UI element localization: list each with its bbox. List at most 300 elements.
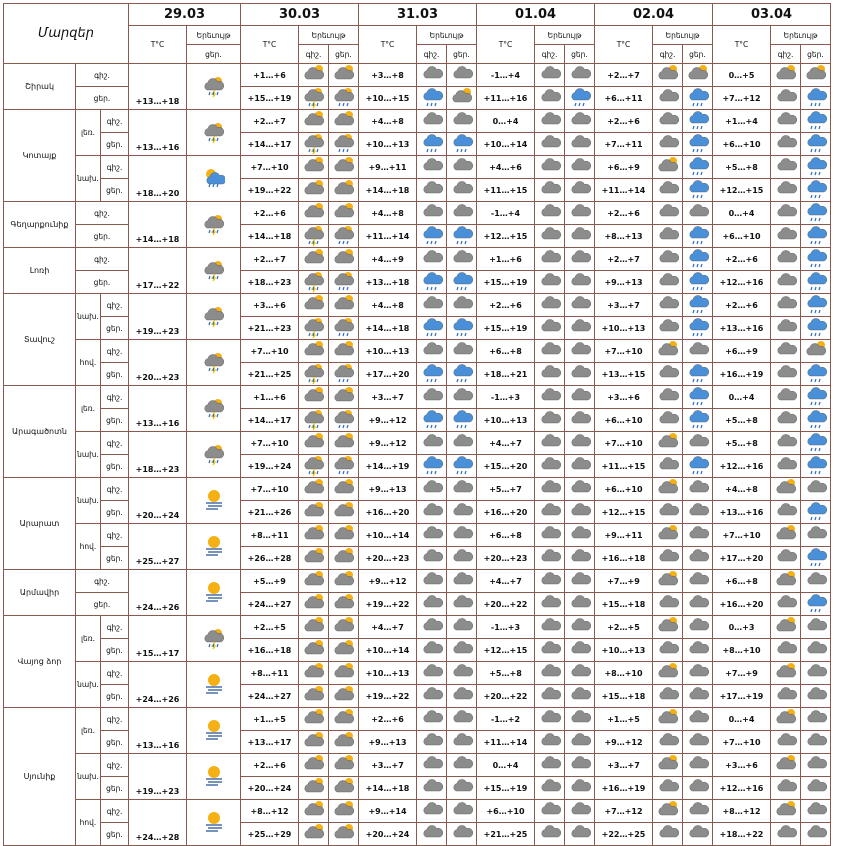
cloud-icon	[801, 708, 830, 730]
temperature-cell: +14…+18	[359, 777, 417, 800]
temperature-cell: +2…+6	[359, 708, 417, 731]
weather-cell	[771, 616, 801, 639]
temp-header: T°C	[241, 26, 299, 64]
temperature-cell: +13…+16	[713, 317, 771, 340]
weather-cell	[565, 616, 595, 639]
partly-cloudy-icon	[329, 593, 358, 615]
weather-cell	[771, 156, 801, 179]
weather-cell	[771, 363, 801, 386]
partly-cloudy-icon	[329, 731, 358, 753]
weather-cell	[683, 800, 713, 823]
weather-cell	[187, 524, 241, 570]
weather-cell	[801, 455, 831, 478]
partly-cloudy-icon	[329, 202, 358, 224]
temperature-cell: +10…+13	[595, 639, 653, 662]
temperature-cell: +14…+18	[241, 225, 299, 248]
weather-cell	[565, 87, 595, 110]
weather-cell	[535, 432, 565, 455]
weather-cell	[299, 64, 329, 87]
weather-cell	[771, 317, 801, 340]
weather-cell	[447, 202, 477, 225]
temperature-cell: +17…+20	[713, 547, 771, 570]
cloud-icon	[447, 754, 476, 776]
weather-cell	[417, 87, 447, 110]
weather-cell	[771, 386, 801, 409]
weather-cell	[653, 455, 683, 478]
rain-cloud-icon	[565, 87, 594, 109]
table-row	[4, 64, 831, 87]
weather-cell	[299, 524, 329, 547]
weather-cell	[653, 156, 683, 179]
temperature-cell: +10…+13	[359, 340, 417, 363]
weather-cell	[417, 386, 447, 409]
weather-cell	[535, 478, 565, 501]
thunderstorm-icon	[187, 628, 240, 650]
weather-cell	[417, 708, 447, 731]
weather-cell	[447, 64, 477, 87]
weather-cell	[329, 662, 359, 685]
temperature-cell: +17…+20	[359, 363, 417, 386]
zone-label: լեռ.	[76, 386, 101, 432]
cloud-icon	[535, 409, 564, 431]
cloud-icon	[771, 432, 800, 454]
cloud-icon	[417, 156, 446, 178]
cloud-icon	[417, 754, 446, 776]
cloud-icon	[565, 754, 594, 776]
partly-cloudy-icon	[299, 616, 328, 638]
zone-label: լեռ.	[76, 708, 101, 754]
weather-cell	[565, 547, 595, 570]
weather-cell	[535, 501, 565, 524]
cloud-icon	[535, 478, 564, 500]
temperature-cell: +7…+10	[595, 432, 653, 455]
cloud-icon	[683, 731, 712, 753]
rain-cloud-icon	[683, 317, 712, 339]
partly-cloudy-icon	[299, 179, 328, 201]
weather-cell	[447, 455, 477, 478]
temperature-cell: +6…+10	[595, 478, 653, 501]
date-header: 29.03	[129, 4, 241, 26]
weather-cell	[535, 202, 565, 225]
cloud-icon	[683, 570, 712, 592]
weather-cell	[329, 754, 359, 777]
weather-cell	[417, 225, 447, 248]
cloud-icon	[565, 363, 594, 385]
weather-cell	[771, 340, 801, 363]
region-name: Արմավիր	[4, 570, 76, 616]
weather-cell	[801, 685, 831, 708]
cloud-icon	[683, 547, 712, 569]
time-of-day: ցեր.	[101, 317, 129, 340]
sun-rain-icon	[329, 225, 358, 247]
temperature-cell: +20…+23	[129, 340, 187, 386]
weather-cell	[447, 340, 477, 363]
temperature-cell: +15…+19	[241, 87, 299, 110]
cloud-icon	[565, 524, 594, 546]
weather-cell	[771, 110, 801, 133]
time-of-day: ցեր.	[101, 363, 129, 386]
weather-cell	[565, 639, 595, 662]
temperature-cell: -1…+3	[477, 386, 535, 409]
weather-cell	[329, 593, 359, 616]
night-header: գիշ.	[299, 45, 329, 64]
table-row	[4, 800, 831, 823]
weather-cell	[801, 363, 831, 386]
cloud-icon	[801, 616, 830, 638]
weather-cell	[653, 501, 683, 524]
partly-cloudy-icon	[299, 593, 328, 615]
weather-cell	[653, 800, 683, 823]
cloud-icon	[417, 800, 446, 822]
weather-cell	[653, 179, 683, 202]
temperature-cell: +10…+14	[477, 133, 535, 156]
weather-cell	[565, 478, 595, 501]
cloud-icon	[683, 616, 712, 638]
zone-label: հով.	[76, 524, 101, 570]
rain-cloud-icon	[801, 593, 830, 615]
cloud-icon	[417, 616, 446, 638]
partly-cloudy-icon	[653, 616, 682, 638]
temperature-cell: +4…+7	[477, 570, 535, 593]
weather-cell	[801, 133, 831, 156]
sun-rain-icon	[329, 317, 358, 339]
weather-cell	[329, 156, 359, 179]
weather-cell	[653, 363, 683, 386]
weather-cell	[801, 616, 831, 639]
zone-label: հով.	[76, 800, 101, 846]
weather-cell	[447, 731, 477, 754]
cloud-icon	[417, 110, 446, 132]
cloud-icon	[535, 133, 564, 155]
temperature-cell: +6…+9	[713, 340, 771, 363]
weather-cell	[535, 386, 565, 409]
cloud-icon	[653, 501, 682, 523]
cloud-icon	[535, 248, 564, 270]
cloud-icon	[653, 133, 682, 155]
table-row	[4, 294, 831, 317]
cloud-icon	[683, 708, 712, 730]
cloud-icon	[653, 271, 682, 293]
temperature-cell: +19…+22	[359, 685, 417, 708]
rain-cloud-icon	[683, 363, 712, 385]
temperature-cell: +16…+19	[713, 363, 771, 386]
temperature-cell: +17…+19	[713, 685, 771, 708]
temperature-cell: +3…+6	[713, 754, 771, 777]
cloud-icon	[447, 386, 476, 408]
temperature-cell: +16…+18	[595, 547, 653, 570]
weather-cell	[447, 708, 477, 731]
cloud-icon	[683, 524, 712, 546]
cloud-icon	[535, 593, 564, 615]
weather-cell	[801, 662, 831, 685]
weather-cell	[801, 731, 831, 754]
weather-cell	[653, 524, 683, 547]
weather-cell	[417, 409, 447, 432]
time-of-day: ցեր.	[101, 455, 129, 478]
weather-cell	[565, 823, 595, 846]
cloud-icon	[771, 547, 800, 569]
partly-cloudy-icon	[299, 685, 328, 707]
weather-cell	[801, 87, 831, 110]
thunderstorm-icon	[187, 398, 240, 420]
partly-cloudy-icon	[329, 294, 358, 316]
rain-cloud-icon	[417, 271, 446, 293]
weather-cell	[417, 547, 447, 570]
partly-cloudy-icon	[771, 754, 800, 776]
weather-cell	[771, 432, 801, 455]
weather-cell	[299, 662, 329, 685]
weather-cell	[329, 570, 359, 593]
time-of-day: գիշ.	[76, 64, 129, 87]
cloud-icon	[565, 271, 594, 293]
weather-cell	[535, 547, 565, 570]
date-header: 02.04	[595, 4, 713, 26]
weather-cell	[535, 363, 565, 386]
weather-cell	[683, 570, 713, 593]
weather-cell	[653, 478, 683, 501]
temperature-cell: +9…+11	[595, 524, 653, 547]
cloud-icon	[653, 110, 682, 132]
weather-cell	[565, 179, 595, 202]
rain-cloud-icon	[801, 202, 830, 224]
cloud-icon	[683, 340, 712, 362]
cloud-icon	[535, 317, 564, 339]
temperature-cell: +24…+28	[129, 800, 187, 846]
zone-label: նախ.	[76, 478, 101, 524]
weather-cell	[683, 524, 713, 547]
cloud-icon	[683, 685, 712, 707]
cloud-icon	[417, 501, 446, 523]
zone-label: հով.	[76, 340, 101, 386]
temperature-cell: +2…+6	[713, 294, 771, 317]
cloud-icon	[565, 777, 594, 799]
cloud-icon	[771, 202, 800, 224]
weather-cell	[447, 570, 477, 593]
cloud-icon	[565, 294, 594, 316]
weather-cell	[801, 156, 831, 179]
weather-cell	[417, 478, 447, 501]
temperature-cell: +7…+10	[241, 478, 299, 501]
temperature-cell: +6…+8	[477, 340, 535, 363]
temperature-cell: +8…+12	[713, 800, 771, 823]
cloud-icon	[447, 478, 476, 500]
temperature-cell: +9…+12	[595, 731, 653, 754]
weather-cell	[299, 294, 329, 317]
cloud-icon	[653, 294, 682, 316]
weather-cell	[447, 386, 477, 409]
table-row	[4, 271, 831, 294]
temp-header: T°C	[713, 26, 771, 64]
cloud-icon	[535, 455, 564, 477]
temperature-cell: +24…+27	[241, 685, 299, 708]
temperature-cell: +21…+26	[241, 501, 299, 524]
temperature-cell: +16…+20	[359, 501, 417, 524]
weather-cell	[329, 823, 359, 846]
rain-cloud-icon	[417, 455, 446, 477]
zone-label: նախ.	[76, 662, 101, 708]
temperature-cell: +2…+7	[241, 248, 299, 271]
partly-cloudy-icon	[329, 156, 358, 178]
partly-cloudy-icon	[299, 110, 328, 132]
temperature-cell: +1…+6	[477, 248, 535, 271]
temperature-cell: +18…+23	[241, 271, 299, 294]
temperature-cell: +1…+5	[595, 708, 653, 731]
temperature-cell: +4…+6	[477, 156, 535, 179]
cloud-icon	[683, 639, 712, 661]
cloud-icon	[447, 570, 476, 592]
region-name: Արագածոտն	[4, 386, 76, 478]
cloud-icon	[535, 685, 564, 707]
weather-cell	[329, 202, 359, 225]
weather-cell	[417, 133, 447, 156]
weather-cell	[187, 248, 241, 294]
weather-cell	[417, 432, 447, 455]
weather-cell	[447, 294, 477, 317]
weather-cell	[187, 432, 241, 478]
rain-cloud-icon	[683, 225, 712, 247]
weather-cell	[329, 547, 359, 570]
cloud-icon	[771, 294, 800, 316]
partly-cloudy-icon	[771, 64, 800, 86]
weather-cell	[653, 248, 683, 271]
weather-cell	[771, 271, 801, 294]
date-header: 01.04	[477, 4, 595, 26]
weather-cell	[535, 708, 565, 731]
weather-cell	[447, 363, 477, 386]
rain-cloud-icon	[801, 432, 830, 454]
temperature-cell: +9…+13	[359, 731, 417, 754]
cloud-icon	[653, 639, 682, 661]
weather-cell	[329, 363, 359, 386]
temperature-cell: +12…+16	[713, 271, 771, 294]
weather-cell	[299, 731, 329, 754]
region-name: Սյունիք	[4, 708, 76, 846]
night-header: գիշ.	[535, 45, 565, 64]
weather-cell	[683, 823, 713, 846]
rain-cloud-icon	[683, 179, 712, 201]
weather-cell	[329, 524, 359, 547]
cloud-icon	[771, 685, 800, 707]
cloud-icon	[535, 363, 564, 385]
partly-cloudy-icon	[771, 570, 800, 592]
partly-cloudy-icon	[329, 248, 358, 270]
temperature-cell: 0…+5	[713, 64, 771, 87]
weather-cell	[417, 64, 447, 87]
weather-cell	[653, 685, 683, 708]
cloud-icon	[771, 179, 800, 201]
day-header: ցեր.	[683, 45, 713, 64]
table-row	[4, 478, 831, 501]
temperature-cell: +13…+17	[241, 731, 299, 754]
weather-cell	[565, 593, 595, 616]
rain-cloud-icon	[801, 156, 830, 178]
temperature-cell: +8…+10	[595, 662, 653, 685]
weather-cell	[447, 87, 477, 110]
weather-cell	[417, 501, 447, 524]
time-of-day: գիշ.	[101, 156, 129, 179]
weather-cell	[535, 156, 565, 179]
weather-cell	[329, 616, 359, 639]
temperature-cell: +16…+20	[477, 501, 535, 524]
cloud-icon	[447, 593, 476, 615]
temperature-cell: +15…+20	[477, 455, 535, 478]
temperature-cell: +13…+16	[129, 386, 187, 432]
fog-icon	[187, 490, 240, 512]
weather-cell	[329, 708, 359, 731]
weather-cell	[447, 777, 477, 800]
weather-cell	[565, 662, 595, 685]
weather-cell	[535, 731, 565, 754]
weather-cell	[653, 317, 683, 340]
weather-cell	[447, 156, 477, 179]
weather-cell	[535, 662, 565, 685]
weather-cell	[771, 570, 801, 593]
temperature-cell: +9…+13	[595, 271, 653, 294]
weather-cell	[565, 294, 595, 317]
time-of-day: ցեր.	[101, 777, 129, 800]
partly-cloudy-icon	[447, 87, 476, 109]
time-of-day: գիշ.	[101, 432, 129, 455]
temperature-cell: +6…+9	[595, 156, 653, 179]
weather-cell	[565, 455, 595, 478]
thunderstorm-icon	[187, 214, 240, 236]
weather-cell	[187, 110, 241, 156]
weather-cell	[801, 570, 831, 593]
phenomenon-header: Երեւույթ	[535, 26, 595, 45]
temperature-cell: -1…+3	[477, 616, 535, 639]
cloud-icon	[565, 662, 594, 684]
temperature-cell: +20…+23	[359, 547, 417, 570]
weather-cell	[299, 639, 329, 662]
weather-cell	[653, 340, 683, 363]
region-name: Արարատ	[4, 478, 76, 570]
weather-cell	[801, 409, 831, 432]
table-row	[4, 409, 831, 432]
weather-cell	[329, 639, 359, 662]
temperature-cell: +19…+23	[129, 294, 187, 340]
cloud-icon	[447, 294, 476, 316]
weather-cell	[447, 662, 477, 685]
cloud-icon	[565, 570, 594, 592]
thunderstorm-icon	[187, 76, 240, 98]
cloud-icon	[565, 455, 594, 477]
weather-cell	[535, 110, 565, 133]
rain-cloud-icon	[801, 271, 830, 293]
cloud-icon	[417, 823, 446, 845]
temperature-cell: +5…+8	[713, 409, 771, 432]
rain-cloud-icon	[801, 110, 830, 132]
rain-cloud-icon	[417, 409, 446, 431]
cloud-icon	[653, 363, 682, 385]
temperature-cell: +12…+15	[477, 639, 535, 662]
weather-cell	[447, 110, 477, 133]
temperature-cell: +9…+14	[359, 800, 417, 823]
weather-cell	[565, 202, 595, 225]
weather-cell	[683, 501, 713, 524]
rain-cloud-icon	[683, 271, 712, 293]
cloud-icon	[771, 248, 800, 270]
cloud-icon	[565, 823, 594, 845]
table-row	[4, 248, 831, 271]
temperature-cell: +5…+8	[477, 662, 535, 685]
temperature-cell: +6…+8	[713, 570, 771, 593]
weather-cell	[299, 478, 329, 501]
weather-cell	[683, 432, 713, 455]
weather-cell	[417, 455, 447, 478]
temperature-cell: +1…+5	[241, 708, 299, 731]
cloud-icon	[417, 478, 446, 500]
time-of-day: գիշ.	[101, 294, 129, 317]
